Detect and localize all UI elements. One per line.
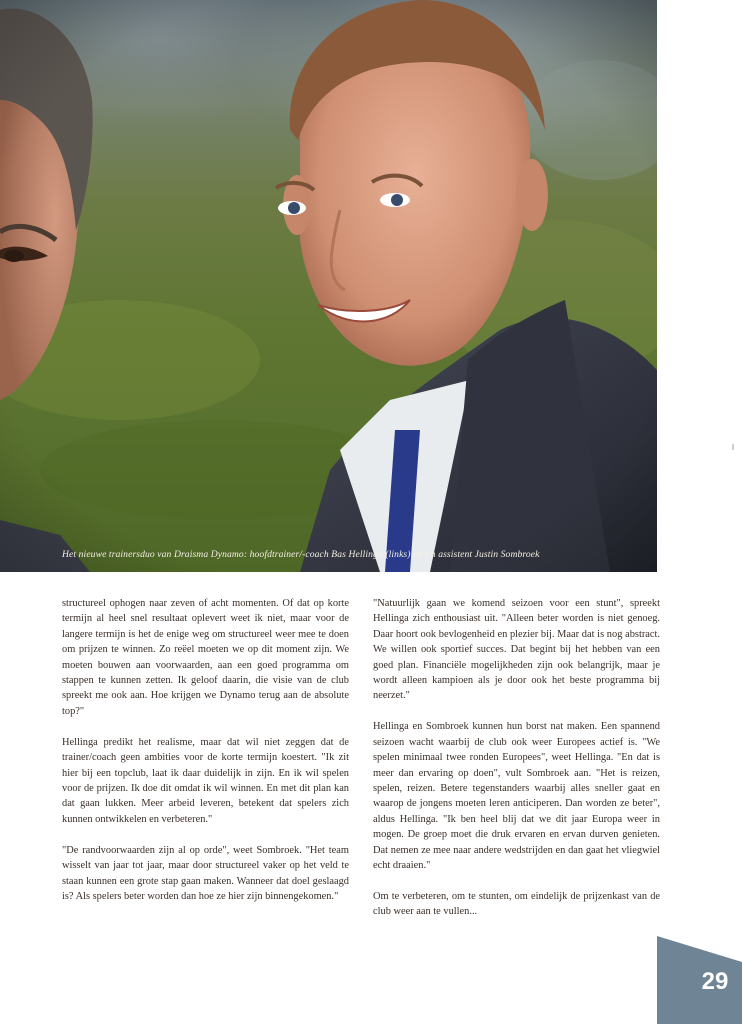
paragraph: structureel ophogen naar zeven of acht momenten. Of dat op korte termijn al heel snel resultaat oplevert weet ik niet, maar voor de langere termijn is het de enige weg om structureel weer mee te doen om prijzen te winnen. Zo reëel moeten we op dit moment zijn. We moeten bouwen aan voorwaarden, aan een goed programma om stappen te kunnen zetten. Ik geloof daarin, die visie van de club spreekt me ook aan. Hoe krijgen we Dynamo terug aan de absolute top?" — [62, 598, 349, 717]
article-column-right — [373, 596, 660, 935]
photo-caption: Het nieuwe trainersduo van Draisma Dynamo: hoofdtrainer/-coach Bas Hellinga (links) en z'n assistent Justin Sombroek — [62, 549, 540, 560]
paragraph: Hellinga predikt het realisme, maar dat wil niet zeggen dat de trainer/coach geen ambities voor de korte termijn koestert. "Ik zit hier bij een topclub, laat ik daar duidelijk in zijn. En ik wil spelen voor de prijzen. Ik doe dit omdat ik wil winnen. En met dit plan kan dat gaan lukken. Meer arbeid leveren, betekent dat spelers zich kunnen ontwikkelen en verbeteren." — [62, 736, 349, 825]
scan-mark — [732, 444, 734, 450]
article-column-left — [62, 596, 349, 920]
paragraph: Hellinga en Sombroek kunnen hun borst nat maken. Een spannend seizoen wacht waarbij de club ook weer Europees actief is. "We spelen minimaal twee ronden Europees", weet Hellinga. "En dat is meer dan ervaring op doen", vult Sombroek aan. "Het is reizen, spelen, reizen. Betere tegenstanders waarbij alles sneller gaat en waarop de jongens moeten leren anticiperen. Dan worden ze beter", aldus Hellinga. "Ik ben heel blij dat we dit jaar Europa weer in mogen. De groep moet die druk ervaren en ervan durven genieten. Dat nemen ze mee naar andere wedstrijden en dan gaat het vliegwiel echt draaien." — [373, 721, 660, 871]
paragraph: Om te verbeteren, om te stunten, om eindelijk de prijzenkast van de club weer aan te vullen... — [373, 890, 660, 918]
paragraph: "Natuurlijk gaan we komend seizoen voor een stunt", spreekt Hellinga zich enthousiast uit. "Alleen beter worden is niet genoeg. Daar hoort ook bevlogenheid en plezier bij. Maar dat is nog abstract. We willen ook sportief succes. Dat begint bij het hebben van een goed plan. Financiële mogelijkheden zijn ook belangrijk, maar je wordt alleen kampioen als je door ook het beste programma bij neerzet." — [373, 598, 660, 702]
paragraph: "De randvoorwaarden zijn al op orde", weet Sombroek. "Het team wisselt van jaar tot jaar, maar door structureel vaker op het veld te staan kunnen een grote stap gaan maken. Wanneer dat doel geslaagd is? Als spelers beter worden dan hoe ze hier zijn binnengekomen." — [62, 844, 349, 902]
photo-illustration — [0, 0, 657, 572]
header-photo — [0, 0, 657, 572]
page-number: 29 — [701, 968, 729, 995]
